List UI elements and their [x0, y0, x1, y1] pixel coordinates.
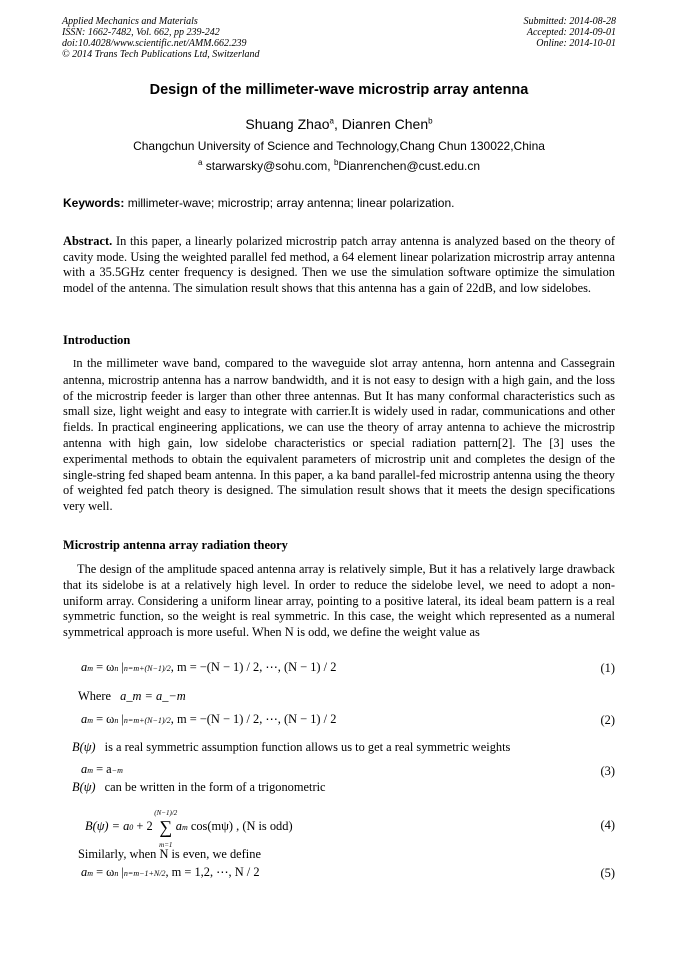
email-b-sup: b: [333, 158, 339, 167]
author-1-sup: a: [329, 116, 334, 126]
theory-paragraph-1: The design of the amplitude spaced antenna array is relatively simple, But it has a relatively large drawback that its sidelobe is at a relatively high level. In order to reduce the sidelobe level, we need to adopt a non-uniform array. Considering a uniform linear array, pointing to a positive lateral, its ideal beam pattern is a real symmetric function, so the weight is real symmetric. In this case, the weight which represented as a numeral symmetrical approach is more useful. When N is odd, we define the weight value as: [63, 562, 615, 640]
online-date: Online: 2014-10-01: [536, 38, 616, 49]
b-psi-line: B(ψ) is a real symmetric assumption function allows us to get a real symmetric weights: [72, 740, 511, 754]
author-separator: ,: [333, 116, 342, 132]
email-a: starwarsky@sohu.com,: [202, 159, 334, 173]
journal-copyright: © 2014 Trans Tech Publications Ltd, Switzerland: [62, 49, 260, 60]
introduction-text: n the millimeter wave band, compared to the waveguide slot array antenna, horn antenna and Cassegrain antenna, microstrip antenna has a narrow bandwidth, and it is not easy to design with a high gain, and the loss of the microstrip feeder is larger than other three antennas. But It has many conformal characteristics such as small size, light weight and easy to integrate with carrier.It is widely used in radar, communications and other fields. In practical engineering applications, we can use the theory of array antenna to achieve the microstrip antenna with high gain, low sidelobe characteristics or special radiation pattern[2]. The [3] uses the experimental methods to obtain the equivalent parameters of microstrip unit and completes the design of the single-string fed shaped beam antenna. In this paper, a ka band parallel-fed microstrip antenna using the theory of weighted fed patch theory is designed. The simulation result shows that it meets the design specifications very well.: [63, 356, 615, 514]
trig-line: B(ψ) can be written in the form of a trigonometric: [72, 780, 326, 794]
introduction-dropcap: I: [73, 359, 77, 370]
keywords: [63, 196, 615, 210]
email-a-sup: a: [197, 158, 203, 167]
equation-4-number: (4): [600, 818, 615, 832]
author-1: Shuang Zhao: [245, 116, 330, 132]
author-2: Dianren Chen: [341, 116, 429, 132]
affiliation: Changchun University of Science and Technology,Chang Chun 130022,China: [133, 139, 545, 153]
paper-title: Design of the millimeter-wave microstrip array antenna: [149, 82, 529, 98]
authors: [0, 116, 678, 132]
equation-3-number: (3): [600, 764, 615, 778]
keywords-text: millimeter-wave; microstrip; array antenna; linear polarization.: [124, 196, 455, 210]
introduction-paragraph: [63, 356, 615, 515]
accepted-date: Accepted: 2014-09-01: [526, 27, 616, 38]
author-2-sup: b: [428, 116, 433, 126]
introduction-heading: Introduction: [63, 333, 131, 347]
equation-3: am = a−m (3): [81, 762, 615, 778]
equation-1: am = ωn |n=m+(N−1)/2, m = −(N − 1) / 2, ⋯, (N − 1) / 2 (1): [81, 660, 615, 675]
summation-symbol: ∑ (N−1)/2 m=1: [154, 809, 178, 849]
equation-2: am = ωn |n=m+(N−1)/2, m = −(N − 1) / 2, ⋯, (N − 1) / 2 (2): [81, 712, 615, 727]
journal-issn: ISSN: 1662-7482, Vol. 662, pp 239-242: [62, 27, 220, 38]
equation-2-number: (2): [600, 713, 615, 727]
journal-doi: doi:10.4028/www.scientific.net/AMM.662.239: [62, 38, 247, 49]
abstract-text: In this paper, a linearly polarized microstrip patch array antenna is analyzed based on the theory of cavity mode. Using the weighted parallel fed method, a 64 element linear polarization microstrip array antenna with a 35.5GHz center frequency is designed. Then we use the simulation software optimize the simulation model of the antenna. The simulation result shows that this antenna has a gain of 22dB, and low sidelobes.: [63, 234, 615, 295]
theory-heading: Microstrip antenna array radiation theory: [63, 538, 288, 552]
equation-1-number: (1): [600, 661, 615, 675]
journal-header-right: [524, 16, 617, 49]
email-b: Dianrenchen@cust.edu.cn: [338, 159, 481, 173]
similarly-line: Similarly, when N is even, we define: [78, 847, 261, 861]
journal-name: Applied Mechanics and Materials: [62, 16, 198, 27]
abstract: [63, 234, 615, 296]
equation-4: B(ψ) = a0 + 2 ∑ (N−1)/2 m=1 am cos(mψ) , (N is odd) (4): [85, 809, 615, 849]
author-emails: [0, 159, 678, 173]
submitted-date: Submitted: 2014-08-28: [523, 16, 616, 27]
where-line: Where a_m = a_−m: [78, 689, 186, 703]
equation-5-number: (5): [600, 866, 615, 880]
journal-header-left: [62, 16, 260, 60]
keywords-label: Keywords:: [63, 196, 125, 210]
equation-5: am = ωn |n=m−1+N/2, m = 1,2, ⋯, N / 2 (5): [81, 865, 615, 880]
abstract-label: Abstract.: [63, 234, 113, 248]
